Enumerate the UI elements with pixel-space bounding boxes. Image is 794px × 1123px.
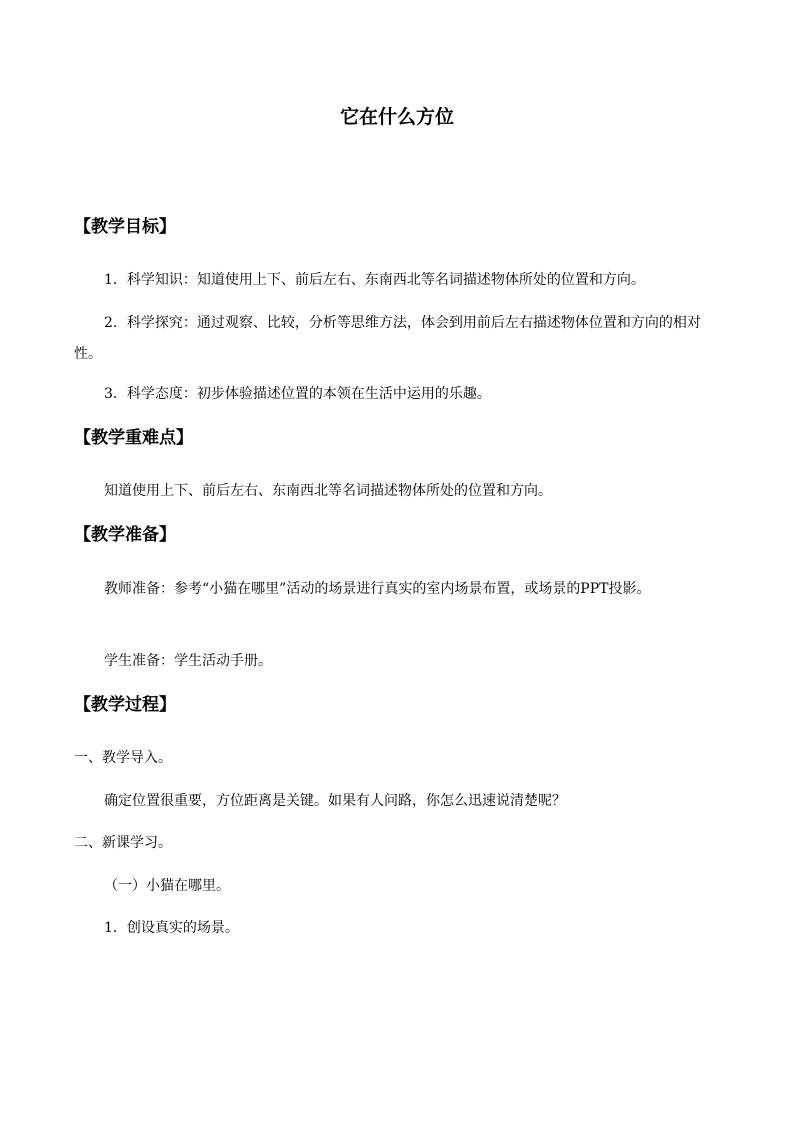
key-points-text: 知道使用上下、前后左右、东南西北等名词描述物体所处的位置和方向。 [104,483,552,499]
objective-item-3: 3．科学态度：初步体验描述位置的本领在生活中运用的乐趣。 [104,386,491,402]
objectives-heading: 【教学目标】 [74,217,176,237]
objective-item-1: 1．科学知识：知道使用上下、前后左右、东南西北等名词描述物体所处的位置和方向。 [104,272,645,288]
teacher-preparation: 教师准备：参考“小猫在哪里”活动的场景进行真实的室内场景布置，或场景的PPT投影。 [104,581,651,597]
process-part1-title: 一、教学导入。 [74,750,172,766]
process-part2-title: 二、新课学习。 [74,835,172,851]
key-points-heading: 【教学重难点】 [74,428,193,448]
process-heading: 【教学过程】 [74,695,176,715]
process-part1-text: 确定位置很重要，方位距离是关键。如果有人问路，你怎么迅速说清楚呢？ [104,793,566,809]
process-step1: 1．创设真实的场景。 [104,920,239,936]
student-preparation: 学生准备：学生活动手册。 [104,653,272,669]
preparation-heading: 【教学准备】 [74,525,176,545]
process-sub1-title: （一）小猫在哪里。 [104,878,230,894]
objective-item-2: 2．科学探究：通过观察、比较，分析等思维方法，体会到用前后左右描述物体位置和方向的相对性。 [74,315,701,362]
document-title: 它在什么方位 [339,106,454,128]
